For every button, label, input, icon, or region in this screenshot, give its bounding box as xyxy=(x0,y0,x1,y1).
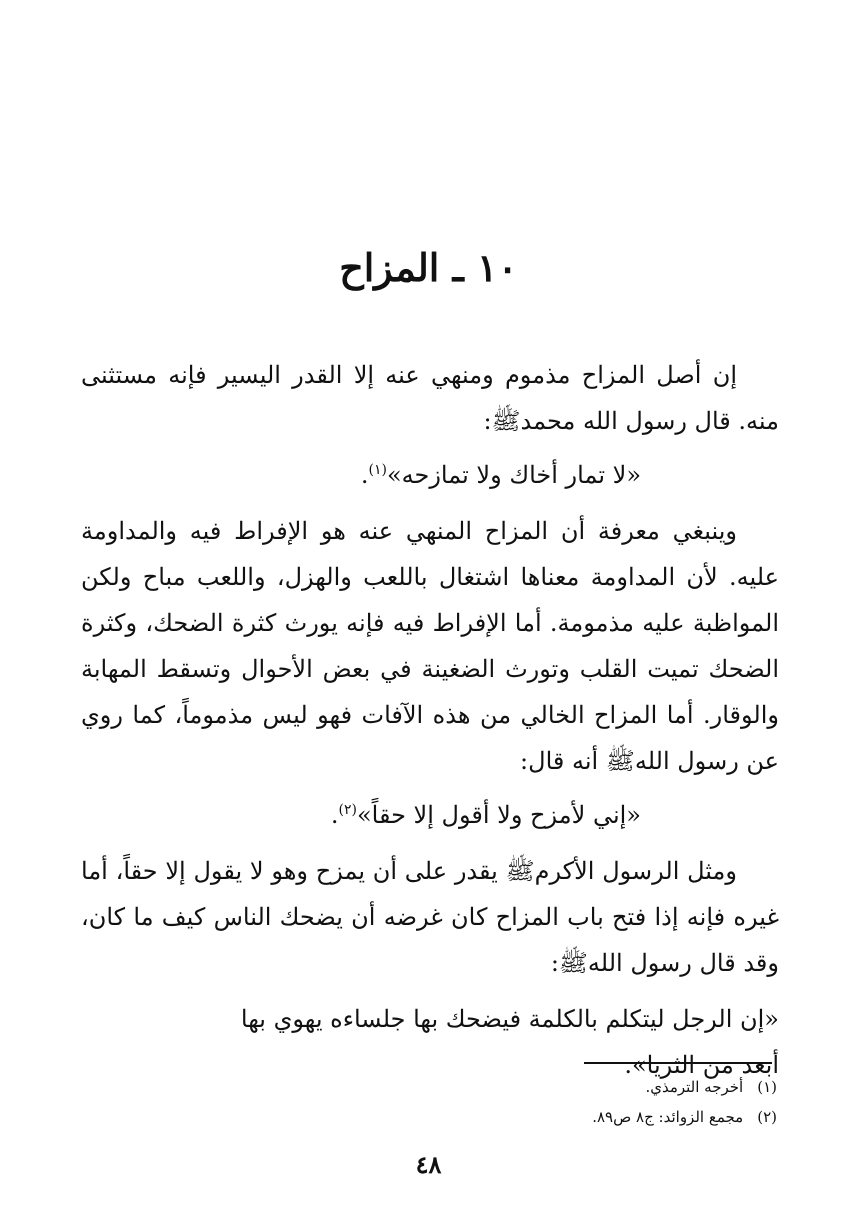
footnote-ref-1: (١) xyxy=(368,462,387,478)
hadith-quote-3-line1: «إن الرجل ليتكلم بالكلمة فيضحك بها جلساءه يهوي بها xyxy=(240,1005,779,1033)
excess-paragraph: وينبغي معرفة أن المزاح المنهي عنه هو الإفراط فيه والمداومة عليه. لأن المداومة معناها اشتغال باللعب والهزل، واللعب مباح ولكن المواظبة عليه مذمومة. أما الإفراط فيه فإنه يورث كثرة الضحك، وكثرة الضحك تميت القلب وتورث الضغينة في بعض الأحوال وتسقط المهابة والوقار. أما المزاح الخالي من هذه الآفات فهو ليس مذموماً، كما روي عن رسول اللهﷺ أنه قال: xyxy=(81,517,779,775)
hadith-quote-1-text: «لا تمار أخاك ولا تمازحه» xyxy=(386,461,641,489)
footnote-2-text: مجمع الزوائد: ج٨ ص٨٩. xyxy=(592,1108,744,1126)
hadith-quote-3-line2: أبعد من الثريا». xyxy=(624,1051,779,1079)
page-number: ٤٨ xyxy=(415,1150,442,1179)
footnote-1-number: (١) xyxy=(757,1078,777,1096)
footnote-ref-2: (٢) xyxy=(338,802,357,818)
intro-paragraph: إن أصل المزاح مذموم ومنهي عنه إلا القدر اليسير فإنه مستثنى منه. قال رسول الله محمدﷺ: xyxy=(81,361,779,435)
footnotes xyxy=(177,1072,777,1132)
hadith-quote-1-end: . xyxy=(360,461,369,489)
footnote-1 xyxy=(177,1072,777,1102)
footnote-divider xyxy=(584,1062,772,1064)
prophet-example-paragraph: ومثل الرسول الأكرمﷺ يقدر على أن يمزح وهو لا يقول إلا حقاً، أما غيره فإنه إذا فتح باب المزاح كان غرضه أن يضحك الناس كيف ما كان، وقد قال رسول اللهﷺ: xyxy=(81,857,780,977)
footnote-1-text: أخرجه الترمذي. xyxy=(645,1078,744,1096)
hadith-quote-2-text: «إني لأمزح ولا أقول إلا حقاً» xyxy=(356,801,641,829)
hadith-quote-2 xyxy=(81,792,779,838)
hadith-quote-1 xyxy=(81,452,779,498)
footnote-2 xyxy=(177,1102,777,1132)
chapter-body xyxy=(81,352,779,1096)
chapter-title: ١٠ ـ المزاح xyxy=(339,245,518,290)
hadith-quote-2-end: . xyxy=(330,801,339,829)
footnote-2-number: (٢) xyxy=(757,1108,777,1126)
